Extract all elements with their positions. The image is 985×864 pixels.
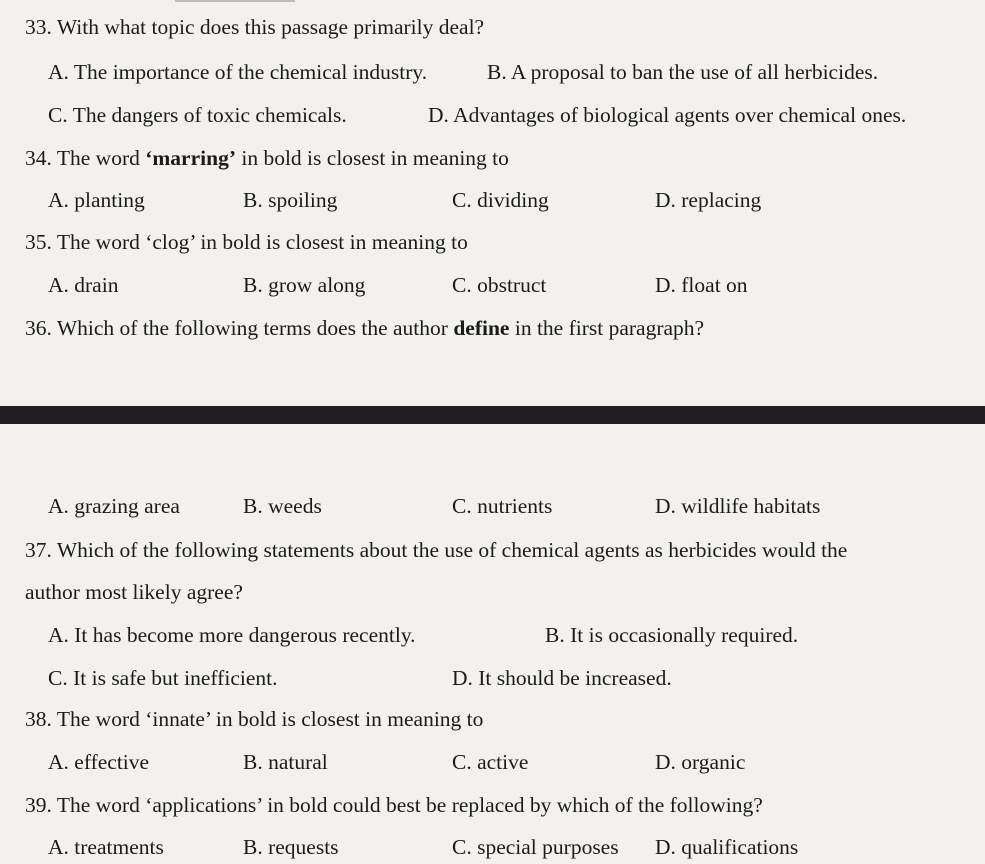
question-39-option-b: B. requests [243,835,339,859]
question-36-option-a: A. grazing area [48,494,180,518]
question-36-bold-word: define [453,316,510,340]
question-33-option-d: D. Advantages of biological agents over chemical ones. [428,103,907,127]
question-34-bold-word: ‘marring’ [145,146,236,170]
question-34-option-a: A. planting [48,188,145,212]
question-34-option-c: C. dividing [452,188,549,212]
question-35-option-b: B. grow along [243,273,366,297]
question-35-option-d: D. float on [655,273,748,297]
question-36-option-d: D. wildlife habitats [655,494,821,518]
question-37-stem-line-1: 37. Which of the following statements about the use of chemical agents as herbicides would the [25,538,848,562]
question-34-option-d: D. replacing [655,188,762,212]
question-39-option-c: C. special purposes [452,835,619,859]
question-37-option-d: D. It should be increased. [452,666,672,690]
question-37-option-b: B. It is occasionally required. [545,623,799,647]
question-33-option-c: C. The dangers of toxic chemicals. [48,103,347,127]
question-34-stem-end: in bold is closest in meaning to [235,146,509,170]
question-38-option-a: A. effective [48,750,150,774]
question-35-option-a: A. drain [48,273,119,297]
question-37-option-c: C. It is safe but inefficient. [48,666,278,690]
question-38-stem: 38. The word ‘innate’ in bold is closest in meaning to [25,707,484,731]
question-35-option-c: C. obstruct [452,273,547,297]
question-36-option-b: B. weeds [243,494,322,518]
question-38-option-b: B. natural [243,750,328,774]
page-divider-bar [0,406,985,424]
question-38-option-d: D. organic [655,750,746,774]
question-35-stem: 35. The word ‘clog’ in bold is closest in meaning to [25,230,468,254]
question-34-stem-start: 34. The word [25,146,146,170]
question-33-stem: 33. With what topic does this passage primarily deal? [25,15,485,39]
question-37-stem-line-2: author most likely agree? [25,580,243,604]
question-38-option-c: C. active [452,750,529,774]
top-edge-mark [175,0,295,2]
question-39-option-a: A. treatments [48,835,164,859]
question-36-stem-end: in the first paragraph? [509,316,705,340]
question-39-option-d: D. qualifications [655,835,799,859]
question-33-option-b: B. A proposal to ban the use of all herbicides. [487,60,879,84]
question-34-option-b: B. spoiling [243,188,338,212]
question-39-stem: 39. The word ‘applications’ in bold could best be replaced by which of the following? [25,793,763,817]
question-36-stem-start: 36. Which of the following terms does the author [25,316,454,340]
question-34-stem [25,145,509,171]
question-36-option-c: C. nutrients [452,494,553,518]
question-33-option-a: A. The importance of the chemical industry. [48,60,428,84]
question-37-option-a: A. It has become more dangerous recently. [48,623,416,647]
question-36-stem [25,315,704,341]
